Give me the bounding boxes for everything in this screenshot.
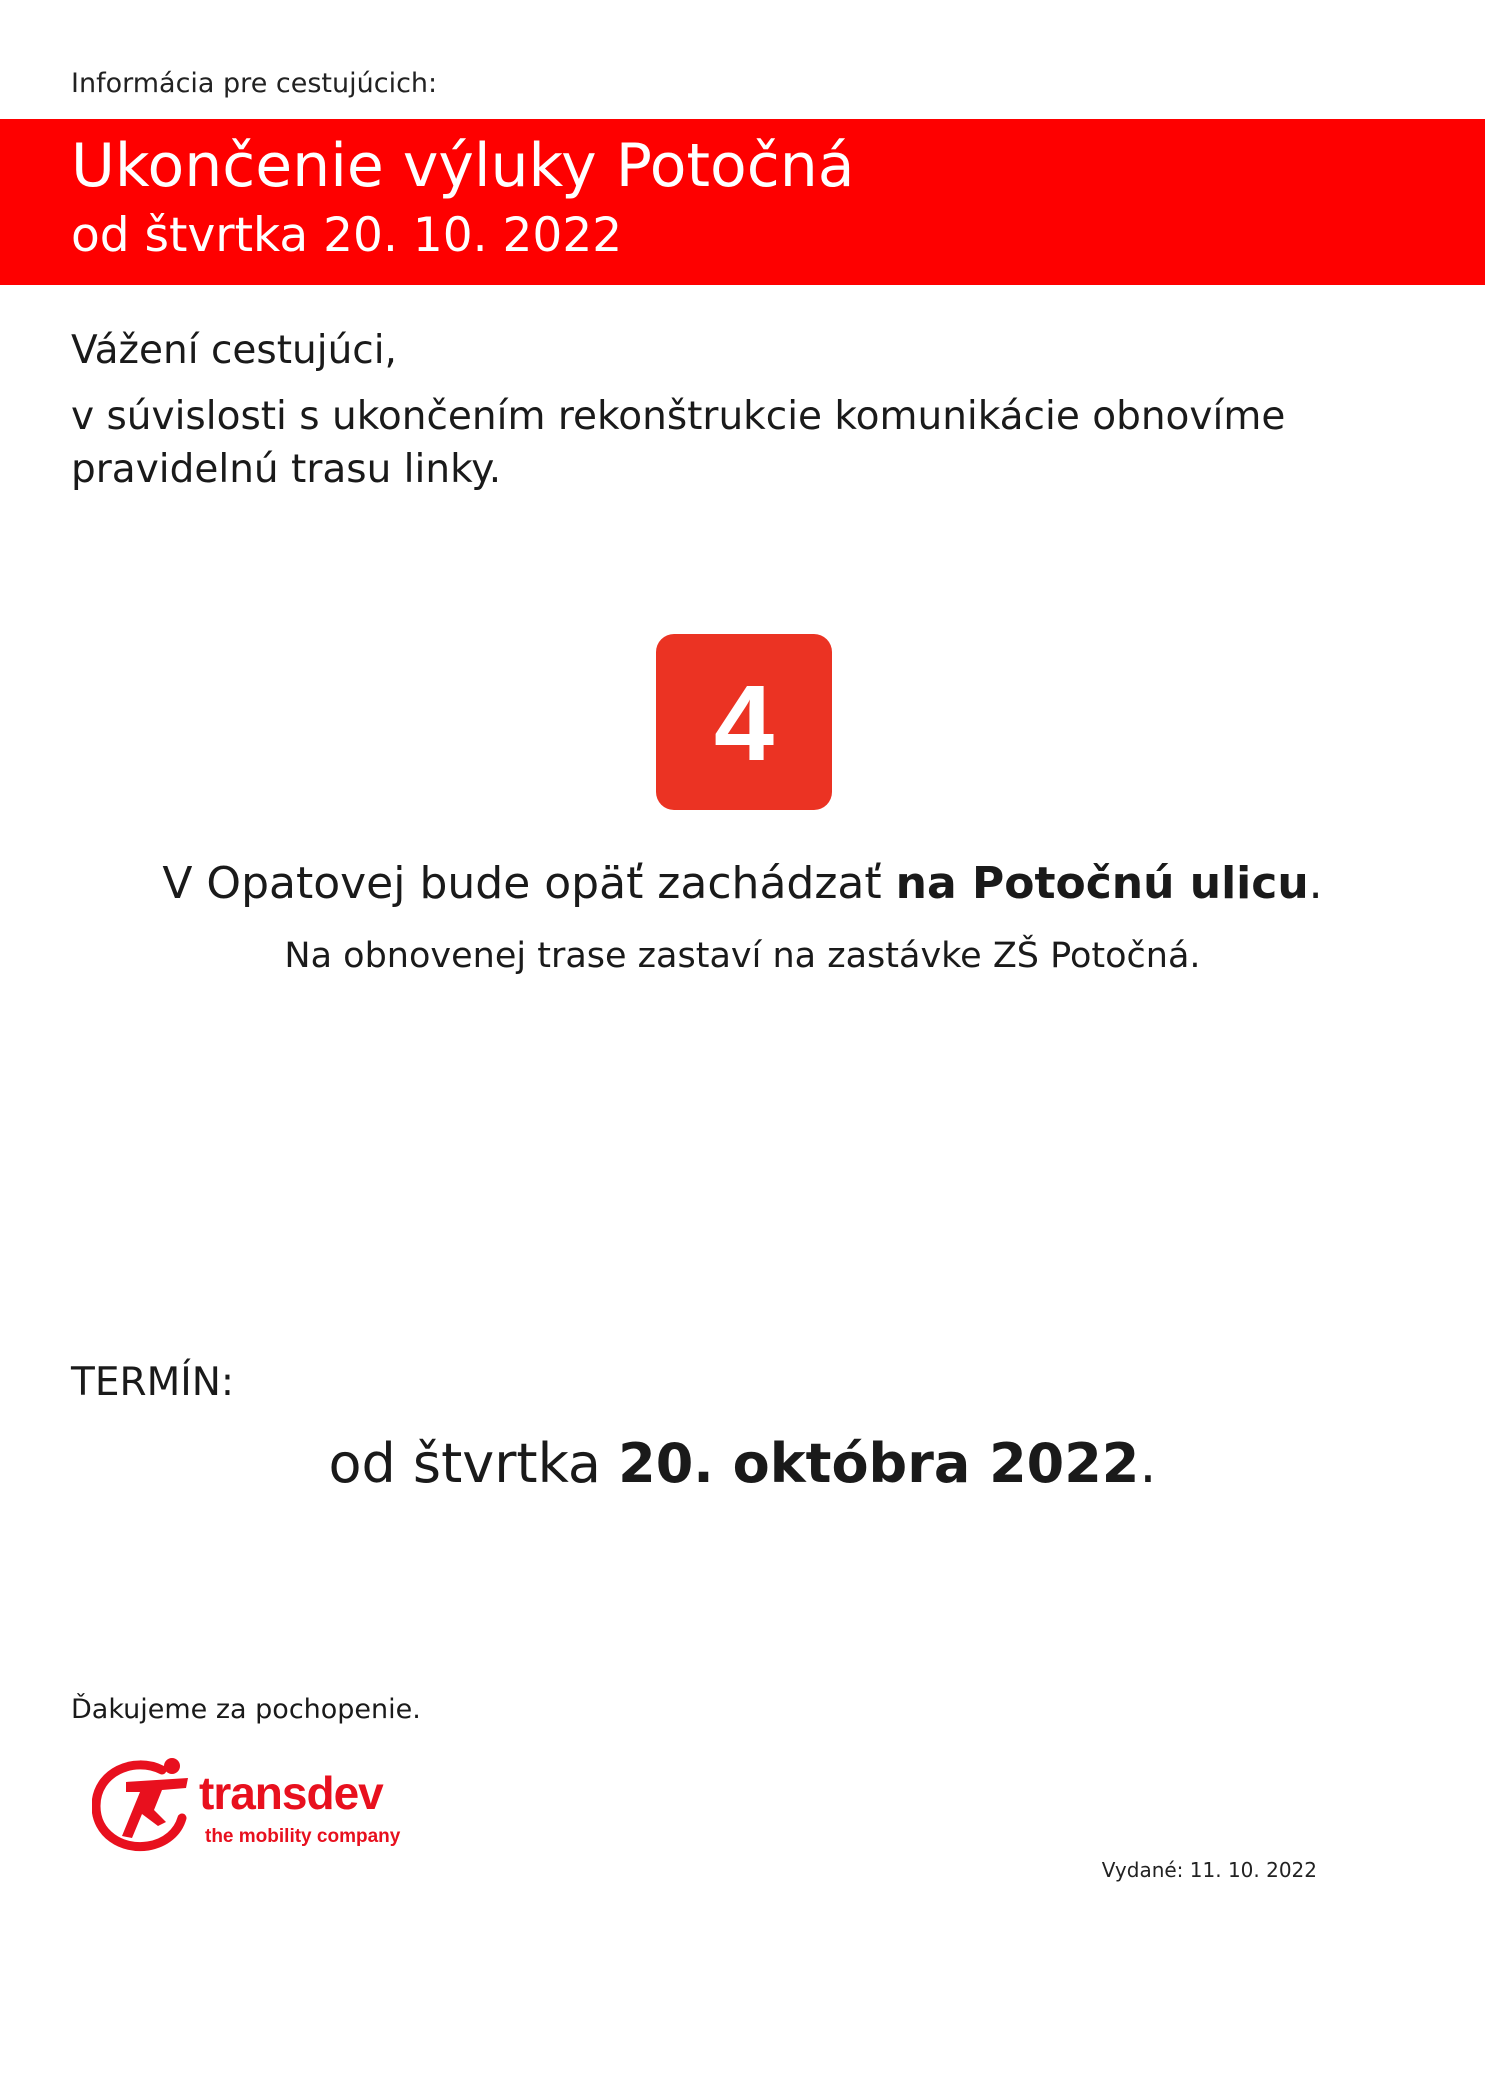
transdev-runner-icon bbox=[92, 1752, 196, 1852]
stop-message: Na obnovenej trase zastaví na zastávke ZŠ Potočná. bbox=[284, 936, 1201, 976]
route-message-street: na Potočnú ulicu bbox=[895, 858, 1309, 909]
thanks-text: Ďakujeme za pochopenie. bbox=[71, 1694, 421, 1725]
term-suffix: . bbox=[1139, 1432, 1157, 1495]
line-number: 4 bbox=[713, 661, 775, 783]
greeting: Vážení cestujúci, bbox=[71, 328, 397, 373]
page-title: Ukončenie výluky Potočná bbox=[71, 131, 855, 201]
line-number-badge bbox=[656, 634, 832, 810]
issued-date: Vydané: 11. 10. 2022 bbox=[1101, 1858, 1317, 1882]
info-label: Informácia pre cestujúcich: bbox=[71, 68, 438, 99]
title-banner bbox=[0, 119, 1485, 285]
term-prefix: od štvrtka bbox=[328, 1432, 619, 1495]
term-value bbox=[0, 1432, 1485, 1495]
transdev-logo bbox=[92, 1752, 452, 1852]
logo-wordmark: transdev bbox=[199, 1767, 383, 1819]
route-message-prefix: V Opatovej bude opäť zachádzať bbox=[162, 858, 896, 909]
logo-tagline: the mobility company bbox=[205, 1826, 401, 1847]
route-message bbox=[0, 858, 1485, 909]
page-subtitle: od štvrtka 20. 10. 2022 bbox=[71, 208, 623, 263]
intro-paragraph: v súvislosti s ukončením rekonštrukcie komunikácie obnovíme pravidelnú trasu linky. bbox=[71, 394, 1286, 492]
term-label: TERMÍN: bbox=[71, 1360, 235, 1405]
term-date: 20. októbra 2022 bbox=[618, 1432, 1140, 1495]
route-message-suffix: . bbox=[1308, 858, 1323, 909]
